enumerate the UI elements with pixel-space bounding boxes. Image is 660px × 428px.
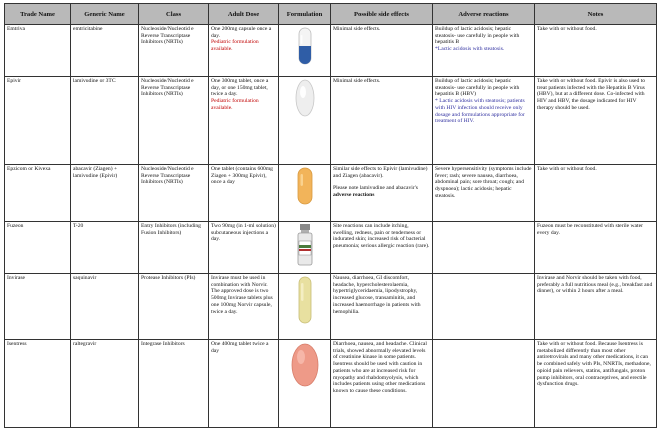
notes-cell: Take with or without food. <box>535 25 657 77</box>
adverse-cell: Severe hypersensitivity (symptoms include fever; rash; severe nausea, diarrhoea, abdominal pain; sore throat; cough; and dyspnoea); lactic acidosis; hepatic steatosis. <box>433 165 535 222</box>
generic-name-cell: saquinavir <box>71 274 139 340</box>
dose-cell: One tablet (contains 600mg Ziagen + 300mg Epivir), once a day <box>209 165 279 222</box>
side-effects-cell: Site reactions can include itching, swelling, redness, pain or tenderness or indurated skin; increased risk of bacterial pneumonia; serious allergic reaction (rare). <box>331 222 433 274</box>
dose-cell <box>209 25 279 77</box>
formulation-cell <box>279 274 331 340</box>
adverse-warning: * Lactic acidosis with steatosis; patients with HIV infection should receive only dosage and formulations appropriate for treatment of HIV. <box>435 98 525 125</box>
fuzeon-vial-image <box>295 223 315 267</box>
adverse-cell <box>433 340 535 428</box>
trade-name-cell: Invirase <box>5 274 71 340</box>
trade-name-cell: Emtriva <box>5 25 71 77</box>
class-cell: Nucleoside/Nucleotid e Reverse Transcriptase Inhibitors (NRTIs) <box>139 77 209 165</box>
dose-cell: Two 90mg (in 1-ml solution) subcutaneous injections a day. <box>209 222 279 274</box>
notes-cell: Take with or without food. Because Isentress is metabolized differently than most other antiretrovirals and many other medications, it can be combined safely with PIs, NNRTIs, methadone, opioid pain relievers, statins, antifungals, proton pump inhibitors, oral contraceptives, and erectile dysfunction drugs. <box>535 340 657 428</box>
side-effects-text: Similar side effects to Epivir (lamivudine) and Ziagen (abacavir). <box>333 166 428 179</box>
formulation-cell <box>279 340 331 428</box>
header-generic-name: Generic Name <box>71 4 139 25</box>
dose-cell: One 400mg tablet twice a day <box>209 340 279 428</box>
side-effects-cell: Diarrhoea, nausea, and headache. Clinical trials, showed abnormally elevated levels of creatinine kinase in some patients. Isentress should be used with caution in patients who are at increased risk for myopathy and rhabdomyolysis, which includes patients using other medications known to cause these conditions. <box>331 340 433 428</box>
header-side-effects: Possible side effects <box>331 4 433 25</box>
trade-name-cell: Isentress <box>5 340 71 428</box>
invirase-tablet-image <box>296 275 314 325</box>
header-notes: Notes <box>535 4 657 25</box>
adverse-text: Buildup of lactic acidosis; hepatic steatosis- use carefully in people with hepatitis B (HBV) <box>435 78 520 98</box>
pediatric-note: Pediatric formulation available. <box>211 39 259 53</box>
header-class: Class <box>139 4 209 25</box>
side-effects-cell: Minimal side effects. <box>331 77 433 165</box>
class-cell: Nucleoside/Nucleotid e Reverse Transcriptase Inhibitors (NRTIs) <box>139 25 209 77</box>
table-row <box>5 25 657 77</box>
dose-cell <box>209 77 279 165</box>
class-cell: Integrase Inhibitors <box>139 340 209 428</box>
class-cell: Nucleoside/Nucleotid e Reverse Transcriptase Inhibitors (NRTIs) <box>139 165 209 222</box>
header-formulation: Formulation <box>279 4 331 25</box>
dose-text: One 200mg capsule once a day. <box>211 26 272 39</box>
trade-name-cell: Epzicom or Kivexa <box>5 165 71 222</box>
generic-name-cell: T-20 <box>71 222 139 274</box>
isentress-tablet-image <box>290 341 320 389</box>
pediatric-note: Pediatric formulation available. <box>211 98 259 111</box>
epzicom-tablet-image <box>296 166 314 206</box>
epivir-tablet-image <box>294 78 316 118</box>
generic-name-cell: raltegravir <box>71 340 139 428</box>
adverse-text: Buildup of lactic acidosis; hepatic steatosis- use carefully in people with hepatitis B <box>435 26 520 46</box>
trade-name-cell: Epivir <box>5 77 71 165</box>
notes-cell: Invirase and Norvir should be taken with food, preferably a full nutritious meal (e.g., breakfast and dinner), or within 2 hours after a meal. <box>535 274 657 340</box>
table-row <box>5 274 657 340</box>
class-cell: Entry Inhibitors (including Fusion Inhibitors) <box>139 222 209 274</box>
drug-table <box>4 3 657 428</box>
side-effects-cell: Minimal side effects. <box>331 25 433 77</box>
notes-cell: Fuzeon must be reconstituted with sterile water every day. <box>535 222 657 274</box>
header-adverse-reactions: Adverse reactions <box>433 4 535 25</box>
adverse-cell <box>433 77 535 165</box>
adverse-reactions-emphasis: adverse reactions <box>333 192 375 199</box>
table-row <box>5 340 657 428</box>
formulation-cell <box>279 25 331 77</box>
side-effects-cell <box>331 165 433 222</box>
header-row <box>5 4 657 25</box>
adverse-cell <box>433 222 535 274</box>
formulation-cell <box>279 222 331 274</box>
notes-cell: Take with or without food. Epivir is also used to treat patients infected with the Hepatitis B Virus (HBV), but at a different dose. Co-infected with HIV and HBV, the dosage indicated for HIV therapy should be used. <box>535 77 657 165</box>
header-adult-dose: Adult Dose <box>209 4 279 25</box>
formulation-cell <box>279 77 331 165</box>
class-cell: Protease Inhibitors (PIs) <box>139 274 209 340</box>
generic-name-cell: emtricitabine <box>71 25 139 77</box>
side-effects-cell: Nausea, diarrhoea, GI discomfort, headache, hypercholesterolaemia, hypertriglyceridaemia, lipodystrophy, increased glucose, transaminitis, and increased haemorrhage in patients with hemophilia. <box>331 274 433 340</box>
notes-cell: Take with or without food. <box>535 165 657 222</box>
table-row <box>5 77 657 165</box>
adverse-warning: *Lactic acidosis with steatosis. <box>435 46 505 53</box>
adverse-cell <box>433 25 535 77</box>
formulation-cell <box>279 165 331 222</box>
dose-cell: Invirase must be used in combination with Norvir. The approved dose is two 500mg Invirase tablets plus one 100mg Norvir capsule, twice a day. <box>209 274 279 340</box>
trade-name-cell: Fuzeon <box>5 222 71 274</box>
table-row <box>5 222 657 274</box>
side-effects-extra: Please note lamivudine and abacavir's adverse reactions <box>333 185 418 199</box>
emtriva-capsule-image <box>297 26 313 66</box>
generic-name-cell: lamivudine or 3TC <box>71 77 139 165</box>
table-row <box>5 165 657 222</box>
adverse-cell <box>433 274 535 340</box>
header-trade-name: Trade Name <box>5 4 71 25</box>
dose-text: One 300mg tablet, once a day, or one 150mg tablet, twice a day. <box>211 78 269 98</box>
generic-name-cell: abacavir (Ziagen) + lamivudine (Epivir) <box>71 165 139 222</box>
